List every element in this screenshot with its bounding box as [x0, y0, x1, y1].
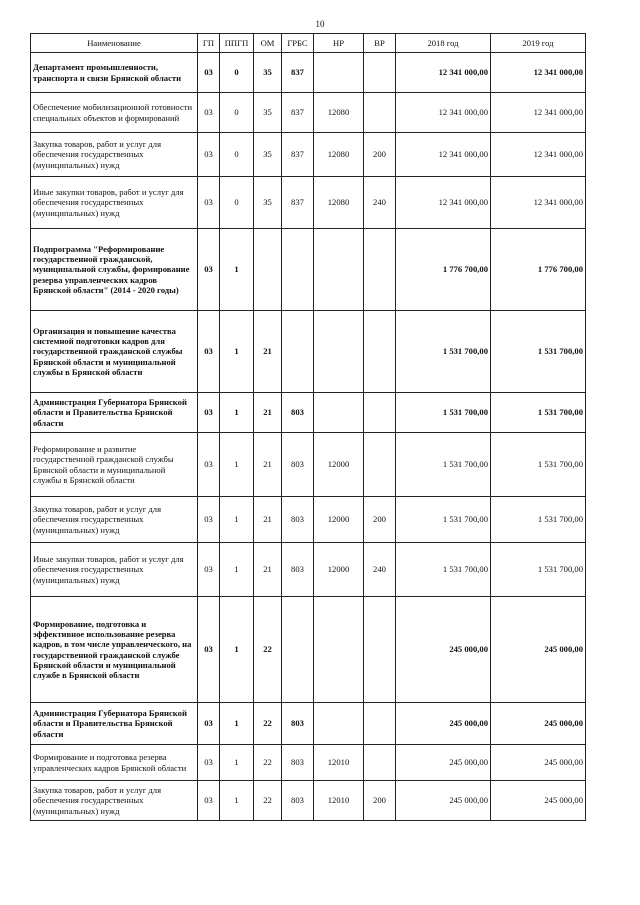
row-grbs: 803	[282, 393, 314, 433]
row-om: 21	[254, 311, 282, 393]
table-row	[31, 703, 586, 745]
table-row	[31, 745, 586, 781]
row-grbs	[282, 229, 314, 311]
row-2018: 12 341 000,00	[396, 177, 491, 229]
row-name: Подпрограмма "Реформирование государственной гражданской, муниципальной службы, формирование резерва управленческих кадров Брянской области" (2014 - 2020 годы)	[31, 229, 198, 311]
row-2018: 1 531 700,00	[396, 497, 491, 543]
row-pgp: 1	[220, 781, 254, 821]
row-ir: 12080	[314, 133, 364, 177]
row-ir	[314, 229, 364, 311]
row-grbs: 837	[282, 133, 314, 177]
row-2019: 1 776 700,00	[491, 229, 586, 311]
row-om: 21	[254, 393, 282, 433]
header-pgp: ППГП	[220, 34, 254, 53]
row-grbs: 803	[282, 543, 314, 597]
row-gp: 03	[198, 703, 220, 745]
row-name: Администрация Губернатора Брянской области и Правительства Брянской области	[31, 703, 198, 745]
table-row	[31, 311, 586, 393]
table-row	[31, 393, 586, 433]
row-name: Закупка товаров, работ и услуг для обеспечения государственных (муниципальных) нужд	[31, 133, 198, 177]
header-gp: ГП	[198, 34, 220, 53]
row-pgp: 0	[220, 53, 254, 93]
row-name: Реформирование и развитие государственной гражданской службы Брянской области и муниципальной службы в Брянской области	[31, 433, 198, 497]
table-header-row	[31, 34, 586, 53]
row-2019: 245 000,00	[491, 597, 586, 703]
row-vr	[364, 393, 396, 433]
row-2019: 12 341 000,00	[491, 133, 586, 177]
row-ir	[314, 597, 364, 703]
row-name: Формирование, подготовка и эффективное использование резерва кадров, в том числе управленческого, на государственной гражданской службе Брянской области и муниципальной службе в Брянской области	[31, 597, 198, 703]
table-row	[31, 543, 586, 597]
row-2019: 1 531 700,00	[491, 497, 586, 543]
row-2018: 245 000,00	[396, 745, 491, 781]
row-name: Иные закупки товаров, работ и услуг для обеспечения государственных (муниципальных) нужд	[31, 177, 198, 229]
row-2019: 12 341 000,00	[491, 177, 586, 229]
row-pgp: 1	[220, 543, 254, 597]
row-vr: 200	[364, 497, 396, 543]
row-2018: 1 531 700,00	[396, 433, 491, 497]
row-pgp: 1	[220, 497, 254, 543]
row-ir	[314, 53, 364, 93]
row-2018: 12 341 000,00	[396, 53, 491, 93]
row-ir: 12000	[314, 433, 364, 497]
row-grbs	[282, 597, 314, 703]
row-gp: 03	[198, 543, 220, 597]
row-pgp: 1	[220, 745, 254, 781]
row-2018: 1 531 700,00	[396, 393, 491, 433]
page-number: 10	[315, 19, 325, 29]
row-vr	[364, 433, 396, 497]
row-grbs: 803	[282, 703, 314, 745]
table-row	[31, 497, 586, 543]
row-name: Иные закупки товаров, работ и услуг для обеспечения государственных (муниципальных) нужд	[31, 543, 198, 597]
row-om: 35	[254, 133, 282, 177]
row-2018: 1 531 700,00	[396, 311, 491, 393]
row-gp: 03	[198, 311, 220, 393]
row-2019: 12 341 000,00	[491, 53, 586, 93]
header-2018: 2018 год	[396, 34, 491, 53]
row-gp: 03	[198, 781, 220, 821]
table-row	[31, 133, 586, 177]
header-om: ОМ	[254, 34, 282, 53]
row-pgp: 0	[220, 133, 254, 177]
row-name: Организация и повышение качества системной подготовки кадров для государственной гражданской службы Брянской области и муниципальной службы в Брянской области	[31, 311, 198, 393]
row-ir: 12000	[314, 543, 364, 597]
row-gp: 03	[198, 433, 220, 497]
row-2019: 1 531 700,00	[491, 543, 586, 597]
row-pgp: 1	[220, 311, 254, 393]
row-gp: 03	[198, 393, 220, 433]
row-2018: 245 000,00	[396, 781, 491, 821]
row-pgp: 1	[220, 703, 254, 745]
row-name: Департамент промышленности, транспорта и связи Брянской области	[31, 53, 198, 93]
row-ir	[314, 393, 364, 433]
header-2019: 2019 год	[491, 34, 586, 53]
row-vr: 240	[364, 543, 396, 597]
row-om: 35	[254, 177, 282, 229]
table-row	[31, 53, 586, 93]
row-2018: 1 776 700,00	[396, 229, 491, 311]
row-grbs: 803	[282, 433, 314, 497]
row-om: 21	[254, 497, 282, 543]
row-vr	[364, 703, 396, 745]
row-ir: 12010	[314, 745, 364, 781]
row-2018: 12 341 000,00	[396, 93, 491, 133]
table-row	[31, 597, 586, 703]
row-grbs: 803	[282, 745, 314, 781]
header-name: Наименование	[31, 34, 198, 53]
header-grbs: ГРБС	[282, 34, 314, 53]
row-2018: 245 000,00	[396, 703, 491, 745]
row-2019: 12 341 000,00	[491, 93, 586, 133]
row-grbs: 803	[282, 781, 314, 821]
row-2019: 1 531 700,00	[491, 433, 586, 497]
row-om: 22	[254, 745, 282, 781]
row-pgp: 0	[220, 93, 254, 133]
row-gp: 03	[198, 133, 220, 177]
row-vr	[364, 311, 396, 393]
row-vr: 200	[364, 133, 396, 177]
row-2019: 1 531 700,00	[491, 311, 586, 393]
row-om: 35	[254, 93, 282, 133]
row-gp: 03	[198, 177, 220, 229]
row-vr	[364, 53, 396, 93]
row-om: 22	[254, 597, 282, 703]
row-om: 21	[254, 433, 282, 497]
row-name: Администрация Губернатора Брянской области и Правительства Брянской области	[31, 393, 198, 433]
row-2019: 245 000,00	[491, 781, 586, 821]
table-row	[31, 781, 586, 821]
row-vr: 200	[364, 781, 396, 821]
row-vr	[364, 229, 396, 311]
row-ir: 12000	[314, 497, 364, 543]
row-grbs: 837	[282, 93, 314, 133]
row-pgp: 1	[220, 597, 254, 703]
row-grbs: 837	[282, 53, 314, 93]
row-grbs: 803	[282, 497, 314, 543]
row-om: 35	[254, 53, 282, 93]
row-2018: 12 341 000,00	[396, 133, 491, 177]
row-2019: 245 000,00	[491, 703, 586, 745]
table-row	[31, 229, 586, 311]
row-name: Закупка товаров, работ и услуг для обеспечения государственных (муниципальных) нужд	[31, 781, 198, 821]
row-vr	[364, 93, 396, 133]
row-om: 22	[254, 703, 282, 745]
row-grbs: 837	[282, 177, 314, 229]
row-ir	[314, 311, 364, 393]
row-pgp: 1	[220, 393, 254, 433]
row-vr	[364, 597, 396, 703]
row-name: Формирование и подготовка резерва управленческих кадров Брянской области	[31, 745, 198, 781]
row-pgp: 0	[220, 177, 254, 229]
row-ir: 12010	[314, 781, 364, 821]
table-row	[31, 177, 586, 229]
row-gp: 03	[198, 53, 220, 93]
budget-table	[30, 33, 586, 821]
row-gp: 03	[198, 229, 220, 311]
table-row	[31, 93, 586, 133]
header-vr: ВР	[364, 34, 396, 53]
row-om	[254, 229, 282, 311]
row-om: 22	[254, 781, 282, 821]
header-ir: НР	[314, 34, 364, 53]
row-name: Закупка товаров, работ и услуг для обеспечения государственных (муниципальных) нужд	[31, 497, 198, 543]
row-2019: 1 531 700,00	[491, 393, 586, 433]
row-pgp: 1	[220, 433, 254, 497]
row-2018: 245 000,00	[396, 597, 491, 703]
row-om: 21	[254, 543, 282, 597]
row-vr: 240	[364, 177, 396, 229]
row-gp: 03	[198, 745, 220, 781]
row-grbs	[282, 311, 314, 393]
row-pgp: 1	[220, 229, 254, 311]
row-ir: 12080	[314, 93, 364, 133]
table-row	[31, 433, 586, 497]
row-2019: 245 000,00	[491, 745, 586, 781]
row-name: Обеспечение мобилизационной готовности специальных объектов и формирований	[31, 93, 198, 133]
row-gp: 03	[198, 497, 220, 543]
row-ir: 12080	[314, 177, 364, 229]
row-ir	[314, 703, 364, 745]
row-2018: 1 531 700,00	[396, 543, 491, 597]
row-gp: 03	[198, 597, 220, 703]
row-vr	[364, 745, 396, 781]
row-gp: 03	[198, 93, 220, 133]
